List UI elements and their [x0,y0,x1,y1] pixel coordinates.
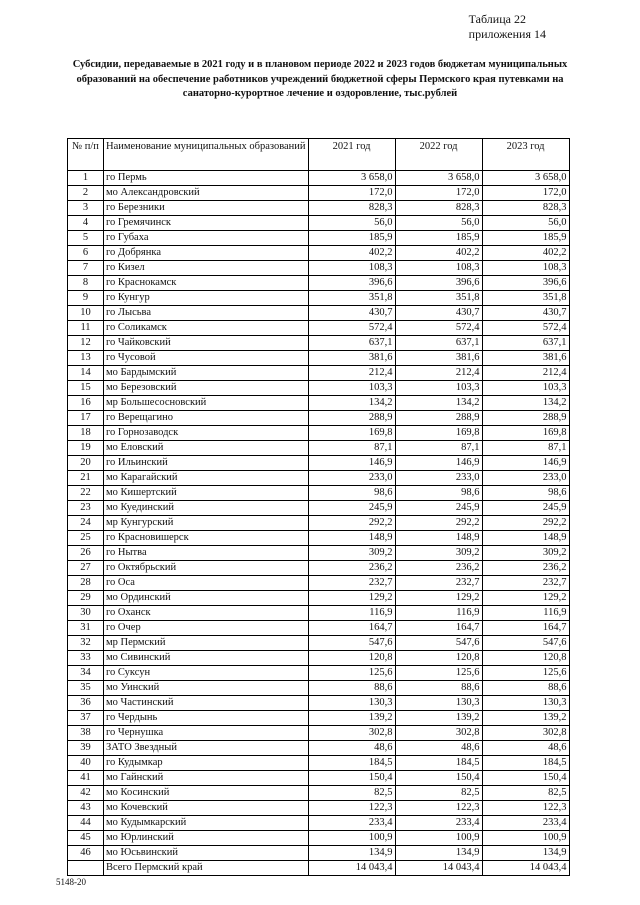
cell-no: 17 [68,411,104,426]
table-row [68,576,570,591]
cell-2022: 572,4 [395,321,482,336]
cell-no: 32 [68,636,104,651]
cell-2022: 172,0 [395,186,482,201]
cell-2023: 232,7 [482,576,569,591]
cell-name: мо Гайнский [104,771,309,786]
cell-2022: 212,4 [395,366,482,381]
cell-2021: 212,4 [308,366,395,381]
cell-2022: 3 658,0 [395,171,482,186]
cell-2022: 120,8 [395,651,482,666]
table-row [68,801,570,816]
cell-2021: 637,1 [308,336,395,351]
table-row [68,291,570,306]
cell-2023: 233,4 [482,816,569,831]
cell-no: 42 [68,786,104,801]
cell-2023: 14 043,4 [482,861,569,876]
table-row [68,396,570,411]
cell-name: го Чердынь [104,711,309,726]
cell-2022: 146,9 [395,456,482,471]
cell-name: мо Косинский [104,786,309,801]
cell-no: 44 [68,816,104,831]
cell-2021: 547,6 [308,636,395,651]
table-row [68,561,570,576]
cell-2023: 120,8 [482,651,569,666]
table-body [68,171,570,876]
cell-2023: 430,7 [482,306,569,321]
table-row [68,261,570,276]
cell-name: го Красновишерск [104,531,309,546]
cell-2023: 828,3 [482,201,569,216]
cell-2023: 129,2 [482,591,569,606]
table-row [68,336,570,351]
table-row [68,516,570,531]
cell-name: го Октябрьский [104,561,309,576]
cell-2021: 232,7 [308,576,395,591]
cell-2022: 122,3 [395,801,482,816]
cell-2023: 172,0 [482,186,569,201]
table-row [68,831,570,846]
cell-2021: 169,8 [308,426,395,441]
cell-2022: 236,2 [395,561,482,576]
cell-2021: 236,2 [308,561,395,576]
cell-no: 39 [68,741,104,756]
cell-2022: 87,1 [395,441,482,456]
cell-2023: 547,6 [482,636,569,651]
cell-name: го Суксун [104,666,309,681]
table-row [68,741,570,756]
table-row [68,366,570,381]
cell-2022: 125,6 [395,666,482,681]
cell-name: го Березники [104,201,309,216]
cell-2022: 14 043,4 [395,861,482,876]
cell-2023: 146,9 [482,456,569,471]
cell-no: 27 [68,561,104,576]
header-2021: 2021 год [308,139,395,171]
cell-name: го Очер [104,621,309,636]
cell-2023: 169,8 [482,426,569,441]
cell-2022: 233,4 [395,816,482,831]
table-row [68,276,570,291]
table-row [68,651,570,666]
cell-2022: 48,6 [395,741,482,756]
cell-2023: 245,9 [482,501,569,516]
cell-no: 35 [68,681,104,696]
cell-2022: 134,9 [395,846,482,861]
cell-no: 40 [68,756,104,771]
cell-2022: 134,2 [395,396,482,411]
cell-no: 30 [68,606,104,621]
cell-no: 20 [68,456,104,471]
cell-2022: 288,9 [395,411,482,426]
cell-2023: 351,8 [482,291,569,306]
cell-2021: 288,9 [308,411,395,426]
cell-2022: 148,9 [395,531,482,546]
cell-no: 10 [68,306,104,321]
cell-2022: 116,9 [395,606,482,621]
cell-2022: 56,0 [395,216,482,231]
cell-2021: 82,5 [308,786,395,801]
cell-2021: 56,0 [308,216,395,231]
table-header-row [68,139,570,171]
table-row [68,531,570,546]
cell-no: 29 [68,591,104,606]
cell-name: мо Березовский [104,381,309,396]
cell-name: го Ильинский [104,456,309,471]
table-row [68,621,570,636]
cell-2021: 48,6 [308,741,395,756]
cell-2023: 637,1 [482,336,569,351]
table-row [68,681,570,696]
cell-2021: 292,2 [308,516,395,531]
cell-name: мо Карагайский [104,471,309,486]
cell-2022: 164,7 [395,621,482,636]
cell-no: 13 [68,351,104,366]
cell-no: 7 [68,261,104,276]
table-row [68,186,570,201]
cell-name: мо Сивинский [104,651,309,666]
table-row [68,306,570,321]
table-row [68,171,570,186]
table-row [68,636,570,651]
header-2022: 2022 год [395,139,482,171]
cell-no: 41 [68,771,104,786]
cell-2023: 302,8 [482,726,569,741]
cell-no: 18 [68,426,104,441]
document-title: Субсидии, передаваемые в 2021 году и в плановом периоде 2022 и 2023 годов бюджетам муниципальных образований на обеспечение работников учреждений бюджетной сферы Пермского края путевками на санаторно-курортное лечение и оздоровление, тыс.рублей [72,59,568,99]
cell-2023: 130,3 [482,696,569,711]
cell-2023: 288,9 [482,411,569,426]
table-row [68,246,570,261]
cell-2022: 232,7 [395,576,482,591]
cell-name: мо Частинский [104,696,309,711]
table-row [68,426,570,441]
cell-2023: 184,5 [482,756,569,771]
cell-no: 12 [68,336,104,351]
table-row [68,606,570,621]
cell-no: 31 [68,621,104,636]
cell-2021: 245,9 [308,501,395,516]
cell-no: 15 [68,381,104,396]
table-row [68,696,570,711]
cell-no [68,861,104,876]
cell-name: го Кудымкар [104,756,309,771]
cell-name: мо Куединский [104,501,309,516]
cell-no: 24 [68,516,104,531]
cell-2022: 184,5 [395,756,482,771]
cell-2021: 14 043,4 [308,861,395,876]
table-row [68,216,570,231]
cell-no: 46 [68,846,104,861]
cell-2021: 302,8 [308,726,395,741]
cell-2023: 3 658,0 [482,171,569,186]
cell-name: мо Бардымский [104,366,309,381]
table-row [68,351,570,366]
cell-2021: 233,4 [308,816,395,831]
cell-2023: 164,7 [482,621,569,636]
cell-no: 5 [68,231,104,246]
cell-2021: 396,6 [308,276,395,291]
cell-2022: 130,3 [395,696,482,711]
table-row [68,771,570,786]
cell-name: мо Уинский [104,681,309,696]
cell-2023: 309,2 [482,546,569,561]
cell-name: го Губаха [104,231,309,246]
table-row [68,711,570,726]
cell-2023: 103,3 [482,381,569,396]
cell-2021: 146,9 [308,456,395,471]
cell-2022: 139,2 [395,711,482,726]
cell-no: 2 [68,186,104,201]
cell-no: 9 [68,291,104,306]
cell-name: го Верещагино [104,411,309,426]
cell-2022: 430,7 [395,306,482,321]
cell-2023: 381,6 [482,351,569,366]
cell-name: мо Еловский [104,441,309,456]
cell-2023: 82,5 [482,786,569,801]
cell-2023: 233,0 [482,471,569,486]
cell-no: 34 [68,666,104,681]
cell-2021: 351,8 [308,291,395,306]
cell-2021: 103,3 [308,381,395,396]
cell-2021: 172,0 [308,186,395,201]
table-row [68,501,570,516]
subsidies-table [67,138,570,876]
cell-2021: 148,9 [308,531,395,546]
document-code: 5148-20 [56,877,86,887]
cell-name: го Краснокамск [104,276,309,291]
cell-name: го Чайковский [104,336,309,351]
cell-2021: 122,3 [308,801,395,816]
cell-2023: 125,6 [482,666,569,681]
cell-2023: 108,3 [482,261,569,276]
cell-2021: 402,2 [308,246,395,261]
cell-2021: 134,9 [308,846,395,861]
cell-2022: 309,2 [395,546,482,561]
table-row [68,471,570,486]
cell-2023: 116,9 [482,606,569,621]
cell-no: 22 [68,486,104,501]
cell-2021: 130,3 [308,696,395,711]
cell-2022: 351,8 [395,291,482,306]
cell-2023: 134,2 [482,396,569,411]
cell-2022: 302,8 [395,726,482,741]
cell-no: 25 [68,531,104,546]
table-row [68,201,570,216]
cell-name: ЗАТО Звездный [104,741,309,756]
cell-2023: 122,3 [482,801,569,816]
cell-2023: 134,9 [482,846,569,861]
cell-2021: 88,6 [308,681,395,696]
cell-2022: 292,2 [395,516,482,531]
cell-2023: 236,2 [482,561,569,576]
cell-2022: 129,2 [395,591,482,606]
cell-name: мо Юрлинский [104,831,309,846]
cell-2023: 572,4 [482,321,569,336]
cell-2022: 637,1 [395,336,482,351]
cell-2021: 309,2 [308,546,395,561]
cell-name: мо Кишертский [104,486,309,501]
cell-no: 33 [68,651,104,666]
cell-no: 28 [68,576,104,591]
cell-name: го Чусовой [104,351,309,366]
cell-2022: 547,6 [395,636,482,651]
cell-2021: 108,3 [308,261,395,276]
table-row [68,546,570,561]
cell-2022: 108,3 [395,261,482,276]
cell-name: го Лысьва [104,306,309,321]
cell-name: мр Пермский [104,636,309,651]
cell-2022: 245,9 [395,501,482,516]
cell-no: 19 [68,441,104,456]
cell-name: мо Юсьвинский [104,846,309,861]
cell-name: мр Большесосновский [104,396,309,411]
cell-2023: 150,4 [482,771,569,786]
cell-2023: 98,6 [482,486,569,501]
cell-2021: 184,5 [308,756,395,771]
cell-name: го Чернушка [104,726,309,741]
table-row [68,231,570,246]
cell-name: го Пермь [104,171,309,186]
cell-name: Всего Пермский край [104,861,309,876]
cell-2022: 396,6 [395,276,482,291]
cell-2021: 100,9 [308,831,395,846]
cell-name: го Горнозаводск [104,426,309,441]
cell-2021: 150,4 [308,771,395,786]
table-row [68,381,570,396]
cell-no: 3 [68,201,104,216]
cell-name: мо Кочевский [104,801,309,816]
cell-2023: 402,2 [482,246,569,261]
header-2023: 2023 год [482,139,569,171]
cell-no: 23 [68,501,104,516]
cell-2022: 233,0 [395,471,482,486]
cell-name: го Оса [104,576,309,591]
cell-name: мо Кудымкарский [104,816,309,831]
table-row [68,486,570,501]
cell-2022: 82,5 [395,786,482,801]
cell-2023: 148,9 [482,531,569,546]
cell-no: 8 [68,276,104,291]
cell-no: 11 [68,321,104,336]
cell-2021: 381,6 [308,351,395,366]
cell-2021: 233,0 [308,471,395,486]
cell-2021: 3 658,0 [308,171,395,186]
table-number: Таблица 22 [468,12,526,26]
cell-name: го Соликамск [104,321,309,336]
cell-2022: 103,3 [395,381,482,396]
cell-2021: 98,6 [308,486,395,501]
cell-no: 45 [68,831,104,846]
cell-2021: 828,3 [308,201,395,216]
cell-2022: 150,4 [395,771,482,786]
cell-name: го Оханск [104,606,309,621]
cell-no: 16 [68,396,104,411]
cell-no: 43 [68,801,104,816]
cell-2023: 56,0 [482,216,569,231]
cell-2023: 212,4 [482,366,569,381]
cell-name: мр Кунгурский [104,516,309,531]
cell-2021: 125,6 [308,666,395,681]
header-name: Наименование муниципальных образований [104,139,309,171]
table-row [68,816,570,831]
cell-2021: 87,1 [308,441,395,456]
table-row [68,666,570,681]
cell-no: 21 [68,471,104,486]
table-total-row [68,861,570,876]
cell-no: 6 [68,246,104,261]
appendix-number: приложения 14 [468,27,546,41]
cell-2022: 381,6 [395,351,482,366]
cell-2022: 98,6 [395,486,482,501]
cell-name: мо Ординский [104,591,309,606]
cell-2023: 48,6 [482,741,569,756]
cell-no: 1 [68,171,104,186]
table-row [68,456,570,471]
cell-no: 38 [68,726,104,741]
cell-2021: 139,2 [308,711,395,726]
table-row [68,411,570,426]
table-row [68,441,570,456]
cell-2023: 88,6 [482,681,569,696]
cell-2021: 572,4 [308,321,395,336]
table-row [68,726,570,741]
cell-name: го Нытва [104,546,309,561]
cell-2022: 828,3 [395,201,482,216]
cell-name: мо Александровский [104,186,309,201]
table-row [68,756,570,771]
cell-name: го Гремячинск [104,216,309,231]
cell-2022: 185,9 [395,231,482,246]
table-row [68,321,570,336]
table-annex-label [469,12,546,42]
cell-2022: 169,8 [395,426,482,441]
cell-name: го Кунгур [104,291,309,306]
cell-2021: 120,8 [308,651,395,666]
cell-2023: 139,2 [482,711,569,726]
cell-2022: 402,2 [395,246,482,261]
cell-no: 4 [68,216,104,231]
cell-name: го Добрянка [104,246,309,261]
cell-2021: 164,7 [308,621,395,636]
cell-2023: 185,9 [482,231,569,246]
cell-2023: 396,6 [482,276,569,291]
header-no: № п/п [68,139,104,171]
cell-no: 36 [68,696,104,711]
cell-2021: 134,2 [308,396,395,411]
cell-2023: 292,2 [482,516,569,531]
cell-2022: 100,9 [395,831,482,846]
cell-2021: 116,9 [308,606,395,621]
cell-2023: 87,1 [482,441,569,456]
table-row [68,591,570,606]
cell-no: 37 [68,711,104,726]
table-row [68,786,570,801]
cell-no: 14 [68,366,104,381]
cell-2022: 88,6 [395,681,482,696]
cell-name: го Кизел [104,261,309,276]
table-row [68,846,570,861]
cell-no: 26 [68,546,104,561]
cell-2021: 185,9 [308,231,395,246]
cell-2023: 100,9 [482,831,569,846]
cell-2021: 129,2 [308,591,395,606]
cell-2021: 430,7 [308,306,395,321]
